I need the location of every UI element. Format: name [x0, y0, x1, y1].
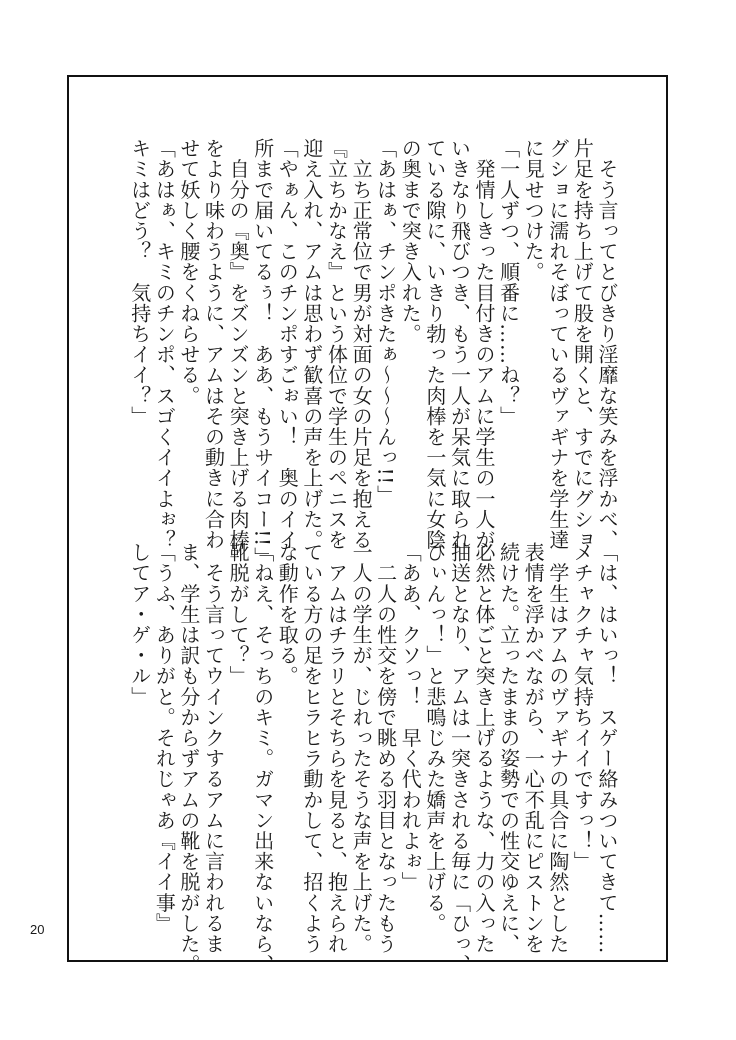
text-column: そう言ってとびきり淫靡な笑みを浮かべ、 [595, 138, 619, 550]
text-column: 「あはぁ、キミのチンポ、スゴくイイよぉ？ [152, 138, 177, 550]
text-column: 「ねえ、そっちのキミ。ガマン出来ないなら、 [250, 542, 275, 975]
text-column: 自分の『奥』をズンズンと突き上げる肉棒 [226, 138, 251, 550]
text-column: 靴脱がして？」 [226, 542, 251, 687]
text-column: 二人の性交を傍で眺める羽目となったもう [373, 542, 398, 954]
text-column: 『立ちかなえ』という体位で学生のペニスを [324, 138, 349, 550]
text-column: 「やぁん、このチンポすごぉい！ 奥のイイ [275, 138, 300, 550]
text-column: 「は、はいっ！ スゲー絡みついてきて…… [595, 542, 619, 954]
text-column: ている方の足をヒラヒラ動かして、招くよう [299, 542, 324, 954]
text-column: キミはどう？ 気持ちイイ？」 [127, 138, 152, 427]
text-column: グショに濡れそぼっているヴァギナを学生達 [545, 138, 570, 550]
text-column: 片足を持ち上げて股を開くと、すでにグショ [570, 138, 595, 550]
text-column: 所まで届いてるぅ！ ああ、もうサイコー!!」 [250, 138, 275, 568]
text-column: ひぃんっ！」と悲鳴じみた嬌声を上げる。 [422, 542, 447, 934]
text-column: してア・ゲ・ル」 [127, 542, 152, 707]
text-column: の奥まで突き入れた。 [398, 138, 423, 344]
text-column: 必然と体ごと突き上げるような、力の入った [472, 542, 497, 954]
text-column: 「一人ずつ、順番に……ね？」 [496, 138, 521, 427]
text-column: ている隙に、いきり勃った肉棒を一気に女陰 [422, 138, 447, 550]
text-column: いきなり飛びつき、もう一人が呆気に取られ [447, 138, 472, 550]
text-column: な動作を取る。 [275, 542, 300, 687]
text-column: 「うふ、ありがと。それじゃあ『イイ事』 [152, 542, 177, 934]
text-column: をより味わうように、アムはその動きに合わ [201, 138, 226, 550]
text-column: 続けた。立ったままの姿勢での性交ゆえに、 [496, 542, 521, 954]
text-column: 抽送となり、アムは一突きされる毎に「ひっ、 [447, 542, 472, 975]
text-block-top [119, 138, 619, 568]
text-column: 「ああ、クソっ！ 早く代われよぉ」 [398, 542, 423, 893]
text-column: せて妖しく腰をくねらせる。 [176, 138, 201, 406]
text-column: 立ち正常位で男が対面の女の片足を抱える [349, 138, 374, 550]
text-column: 学生はアムのヴァギナの具合に陶然とした [545, 542, 570, 954]
text-column: 「あはぁ、チンポきたぁ〜〜〜んっ!!」 [373, 138, 398, 506]
text-column: 表情を浮かべながら、一心不乱にピストンを [521, 542, 546, 954]
text-column: 発情しきった目付きのアムに学生の一人が [472, 138, 497, 550]
text-column: メチャクチャ気持ちイイですっ！」 [570, 542, 595, 872]
text-column: ま、学生は訳も分からずアムの靴を脱がした。 [176, 542, 201, 975]
text-column: に見せつけた。 [521, 138, 546, 283]
text-column: そう言ってウインクするアムに言われるま [201, 542, 226, 954]
text-column: 迎え入れ、アムは思わず歓喜の声を上げた。 [299, 138, 324, 550]
text-block-bottom [119, 542, 619, 975]
text-column: アムはチラリとそちらを見ると、抱えられ [324, 542, 349, 954]
page-number: 20 [30, 922, 45, 937]
text-column: 一人の学生が、じれったそうな声を上げた。 [349, 542, 374, 954]
